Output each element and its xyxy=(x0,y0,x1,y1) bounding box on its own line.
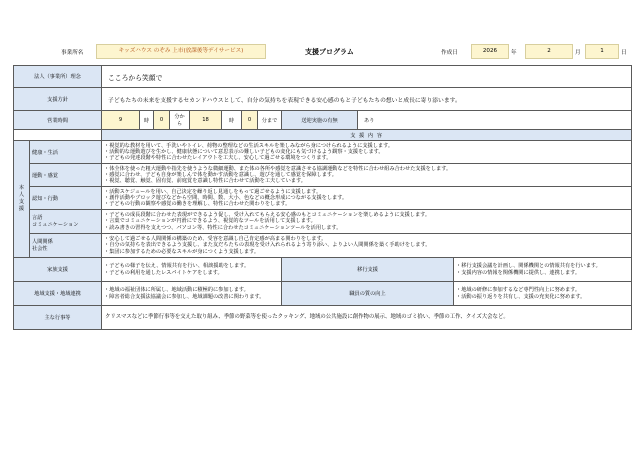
content-line: ・活動の振り返りを共有し、支援の充実化に努めます。 xyxy=(456,293,586,300)
office-label: 事業所名 xyxy=(61,50,84,56)
end-hour-unit: 時 xyxy=(222,111,242,130)
end-minute-field[interactable]: 0 xyxy=(242,111,258,130)
events-label: 主な行事等 xyxy=(14,306,102,330)
content-line: ・障害者総合支援法協議会に参加し、地域課題の改善に関わります。 xyxy=(104,293,265,300)
content-line: ・子どもの様子を伝え、情報共有を行い、相談援助をします。 xyxy=(104,263,250,270)
events-content[interactable]: クリスマスなどに季節行事等を交えた取り組み、季節の野菜等を使ったクッキング、地域の公共施設に創作物の展示、地域のゴミ拾い、季節の工作、クイズ大会など。 xyxy=(102,306,632,330)
personal-row-social xyxy=(14,234,632,258)
header-bar xyxy=(13,42,631,62)
content-line: ・言葉でコミュニケーションが円滑にできるよう、視覚的なツールを活用して支援します。 xyxy=(104,218,316,225)
personal-content-motor[interactable] xyxy=(102,164,632,187)
staff-quality-label: 職員の質の向上 xyxy=(282,282,454,306)
personal-row-motor xyxy=(14,164,632,187)
policy-row xyxy=(14,88,632,111)
events-row xyxy=(14,306,632,330)
content-line: ・移行支援会議を計画し、関係機関との情報共有を行います。 xyxy=(456,263,601,270)
office-name-field[interactable]: キッズハウス のぞみ 上市(放課後等デイサービス) xyxy=(96,44,266,59)
personal-content-social[interactable] xyxy=(102,234,632,258)
start-minute-field[interactable]: 0 xyxy=(154,111,170,130)
philosophy-label: 法人（事業所）理念 xyxy=(14,66,102,88)
transition-support-label: 移行支援 xyxy=(282,258,454,282)
start-hour-unit: 時 xyxy=(140,111,154,130)
until-label: 分まで xyxy=(258,111,282,130)
day-field[interactable]: 1 xyxy=(585,44,619,59)
content-line: ・自分の気持ちを表出できるよう支援し、また友だちたちの表現を受け入れられるよう寄り添い、よりよい人間関係を築く手助けをします。 xyxy=(104,242,431,249)
personal-support-label xyxy=(14,141,30,258)
personal-row-language xyxy=(14,210,632,234)
transition-support-content[interactable] xyxy=(454,258,632,282)
policy-value[interactable]: 子どもたちの未来を支援するセカンドハウスとして、自分の気持ちを表現できる安心感のもと子どもたちの想いと成長に寄り添います。 xyxy=(102,88,632,111)
community-row xyxy=(14,282,632,306)
community-support-content[interactable] xyxy=(102,282,282,306)
month-unit: 月 xyxy=(575,50,581,56)
content-line: ・視覚的な教材を用いて、手洗いやトイレ、荷物の整理などの生活スキルを楽しみながら身につけられるように支援します。 xyxy=(104,142,394,149)
personal-category-label: 運動・感覚 xyxy=(30,164,102,187)
content-line: ・活動スケジュールを用い、自己決定を繰り返し見通しをもって過ごせるように支援します。 xyxy=(104,188,322,195)
content-line: ・創作活動やブロック遊びなどから空間、時間、数、大小、色などの概念形成につながる支援をします。 xyxy=(104,194,348,201)
end-hour-field[interactable]: 18 xyxy=(190,111,222,130)
content-line: ・集団に参加するための必要なスキルが身につくよう支援します。 xyxy=(104,248,260,255)
personal-content-cognition[interactable] xyxy=(102,187,632,210)
content-line: ・活動的な運動遊びを生かし、健康状態について意思表示の難しい子どもの変化にも気づけるよう観察・支援をします。 xyxy=(104,148,384,155)
family-support-label: 家族支援 xyxy=(14,258,102,282)
year-field[interactable]: 2026 xyxy=(471,44,509,59)
content-line: ・感覚に合わせ、子ども自身が楽しんで体を動かす活動を意識し、遊びを通して感覚を保障します。 xyxy=(104,171,337,178)
philosophy-value[interactable]: こころから笑顔で xyxy=(102,66,632,88)
personal-support-text: 本 人 支 援 xyxy=(18,185,25,212)
personal-category-label: 認知・行動 xyxy=(30,187,102,210)
support-header-row xyxy=(14,130,632,141)
transport-label: 送迎実施の有無 xyxy=(282,111,358,130)
day-unit: 日 xyxy=(621,50,627,56)
family-row xyxy=(14,258,632,282)
page-title: 支援プログラム xyxy=(305,48,354,56)
content-line: ・地域の福祉団体に所属し、地域活動に積極的に参加します。 xyxy=(104,287,249,294)
personal-category-label: 人間関係 社会性 xyxy=(30,234,102,258)
content-line: ・読み書きの習得を支えつつ、パソコン等、特性に合わせたコミュニケーションツールを活用します。 xyxy=(104,224,342,231)
support-program-table xyxy=(13,65,632,330)
personal-content-language[interactable] xyxy=(102,210,632,234)
content-line: ・支援内容の情報を関係機関に提供し、連携します。 xyxy=(456,269,581,276)
staff-quality-content[interactable] xyxy=(454,282,632,306)
hours-row xyxy=(14,111,632,130)
content-line: ・子どもの成長段階に合わせた表現ができるよう促し、受け入れてもらえる安心感のもとコミュニケーションを楽しめるように支援します。 xyxy=(104,212,431,219)
philosophy-row xyxy=(14,66,632,88)
community-support-label: 地域支援・地域連携 xyxy=(14,282,102,306)
created-date-label: 作成日 xyxy=(441,50,458,56)
month-field[interactable]: 2 xyxy=(525,44,573,59)
personal-content-health[interactable] xyxy=(102,141,632,164)
personal-row-health xyxy=(14,141,632,164)
content-line: ・子どもの利用を通したレスパイトケアをします。 xyxy=(104,269,223,276)
personal-row-cognition xyxy=(14,187,632,210)
content-line: ・子どもの行動の観察や感覚の働きを理解し、特性に合わせた関わりをします。 xyxy=(104,201,291,208)
content-line: ・安心して過ごせる人間関係の構築のため、受容を意識し自己肯定感が高まる関わりをします。 xyxy=(104,236,327,243)
content-line: ・子どもの発達段階や特性に合わせたレイアウトを工夫し、安心して過ごせる環境をつくります。 xyxy=(104,155,332,162)
transport-value[interactable]: あり xyxy=(358,111,632,130)
support-content-header: 支 援 内 容 xyxy=(102,130,632,141)
content-line: ・体全体を使った粗大運動や指先を使うような微細運動、また体の各所や感覚を意識させる協調運動などを特性に合わせ組み合わせた支援をします。 xyxy=(104,165,452,172)
from-label: 分から xyxy=(170,111,190,130)
family-support-content[interactable] xyxy=(102,258,282,282)
personal-category-label: 言語 コミュニケーション xyxy=(30,210,102,234)
start-hour-field[interactable]: 9 xyxy=(102,111,140,130)
policy-label: 支援方針 xyxy=(14,88,102,111)
personal-category-label: 健康・生活 xyxy=(30,141,102,164)
content-line: ・地域の研修に参加するなど専門性向上に努めます。 xyxy=(456,287,581,294)
hours-label: 営業時間 xyxy=(14,111,102,130)
content-line: ・視覚、聴覚、触覚、固有覚、前庭覚を意識し特性に合わせて活動を工夫しています。 xyxy=(104,178,306,185)
year-unit: 年 xyxy=(511,50,517,56)
